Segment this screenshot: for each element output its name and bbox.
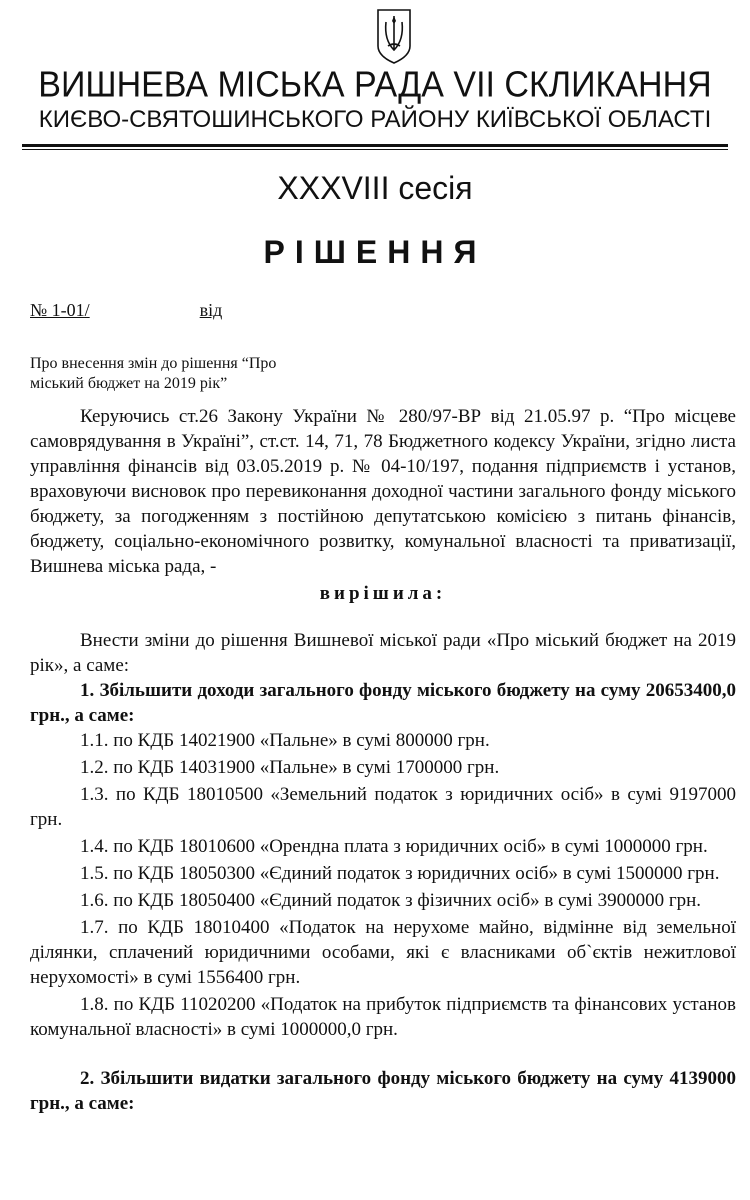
council-title: ВИШНЕВА МІСЬКА РАДА VII СКЛИКАННЯ (38, 65, 712, 105)
list-item: 1.2. по КДБ 14031900 «Пальне» в сумі 1700000 грн. (80, 757, 500, 778)
list-item: 1.5. по КДБ 18050300 «Єдиний податок з юридичних осіб» в сумі 1500000 грн. (80, 863, 720, 884)
intro-paragraph: Внести зміни до рішення Вишневої міської ради «Про міський бюджет на 2019 рік», а саме: (30, 630, 736, 676)
council-subtitle: КИЄВО-СВЯТОШИНСЬКОГО РАЙОНУ КИЇВСЬКОЇ ОБЛАСТІ (38, 106, 712, 133)
section-2-heading: 2. Збільшити видатки загального фонду міського бюджету на суму 4139000 грн., а саме: (30, 1068, 736, 1114)
list-item: 1.7. по КДБ 18010400 «Податок на нерухоме майно, відмінне від земельної ділянки, сплачений юридичними особами, які є власниками об`єктів нежитлової нерухомості» в сумі 1556400 грн. (30, 917, 736, 988)
header-rule-thin (22, 149, 728, 150)
document-body (30, 404, 736, 1116)
subject-line-2: міський бюджет на 2019 рік” (30, 375, 228, 392)
decision-number: № 1-01/ (30, 300, 90, 320)
subject-block (30, 354, 390, 394)
section-1-heading: 1. Збільшити доходи загального фонду міського бюджету на суму 20653400,0 грн., а саме: (30, 680, 736, 726)
session-title: XXXVIII сесія (277, 170, 473, 206)
header-rule-thick (22, 144, 728, 147)
list-item: 1.8. по КДБ 11020200 «Податок на прибуток підприємств та фінансових установ комунальної власності» в сумі 1000000,0 грн. (30, 994, 736, 1040)
list-item: 1.4. по КДБ 18010600 «Орендна плата з юридичних осіб» в сумі 1000000 грн. (80, 836, 708, 857)
list-item: 1.3. по КДБ 18010500 «Земельний податок з юридичних осіб» в сумі 9197000 грн. (30, 784, 736, 830)
list-item: 1.6. по КДБ 18050400 «Єдиний податок з фізичних осіб» в сумі 3900000 грн. (80, 890, 702, 911)
resolved-heading: вирішила: (319, 583, 447, 604)
decision-number-line (30, 298, 222, 322)
list-item: 1.1. по КДБ 14021900 «Пальне» в сумі 800000 грн. (80, 730, 490, 751)
subject-line-1: Про внесення змін до рішення “Про (30, 355, 277, 372)
decision-date-label: від (199, 300, 223, 320)
trident-emblem-icon (374, 6, 414, 66)
preamble-paragraph: Керуючись ст.26 Закону України № 280/97-ВР від 21.05.97 р. “Про місцеве самоврядування в Україні”, ст.ст. 14, 71, 78 Бюджетного кодексу України, згідно листа управління фінансів від 03.05.2019 р. № 04-10/197, подання підприємств і установ, враховуючи висновок про перевиконання доходної частини загального фонду міського бюджету, за погодженням з постійною депутатською комісією з питань фінансів, бюджету, соціально-економічного розвитку, комунальної власності та приватизації, Вишнева міська рада, - (30, 406, 736, 577)
decision-title: РІШЕННЯ (263, 234, 487, 270)
